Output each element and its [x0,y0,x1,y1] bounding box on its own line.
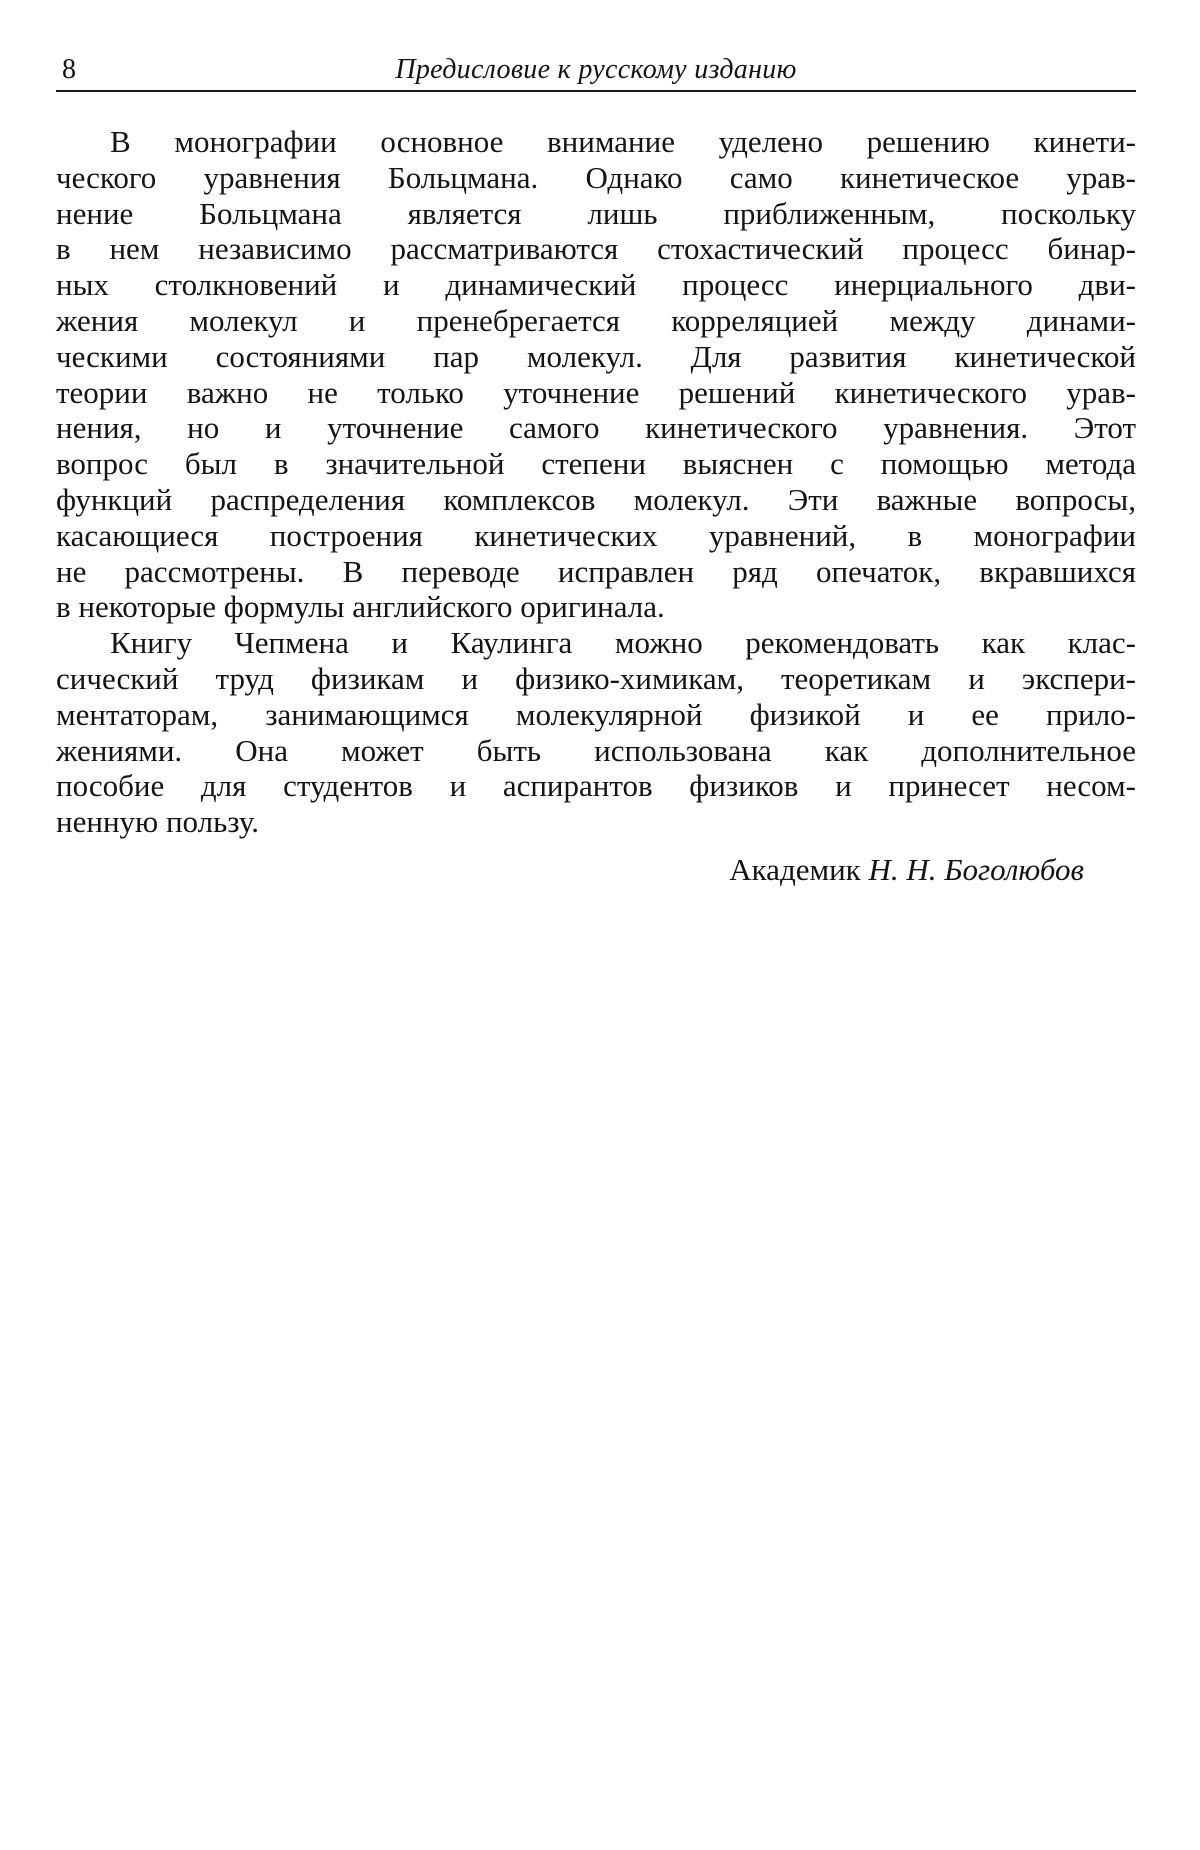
text-line: ческими состояниями пар молекул. Для развития кинетической [56,338,1136,374]
text-line: теории важно не только уточнение решений кинетического урав- [56,374,1136,410]
text-line: в нем независимо рассматриваются стохастический процесс бинар- [56,231,1136,267]
text-line: Книгу Чепмена и Каулинга можно рекомендовать как клас- [110,625,1136,661]
body-text [56,124,1136,840]
paragraph-1 [56,124,1136,625]
text-line: вопрос был в значительной степени выяснен с помощью метода [56,446,1136,482]
text-line: ментаторам, занимающимся молекулярной физикой и ее прило- [56,696,1136,732]
paragraph-2 [56,625,1136,840]
signature [56,852,1084,888]
signature-title: Академик [729,852,861,887]
text-line: ных столкновений и динамический процесс инерциального дви- [56,267,1136,303]
text-line: ческого уравнения Больцмана. Однако само кинетическое урав- [56,159,1136,195]
text-line: В монографии основное внимание уделено решению кинети- [110,124,1136,159]
text-line: сический труд физикам и физико-химикам, теоретикам и экспери- [56,660,1136,696]
text-line: функций распределения комплексов молекул. Эти важные вопросы, [56,481,1136,517]
text-line: касающиеся построения кинетических уравнений, в монографии [56,517,1136,553]
text-line: жения молекул и пренебрегается корреляцией между динами- [56,302,1136,338]
text-line: нение Больцмана является лишь приближенным, поскольку [56,195,1136,231]
text-line: нения, но и уточнение самого кинетического уравнения. Этот [56,410,1136,446]
text-line: пособие для студентов и аспирантов физиков и принесет несом- [56,768,1136,804]
text-line: ненную пользу. [56,804,259,840]
text-line: жениями. Она может быть использована как дополнительное [56,732,1136,768]
signature-name: Н. Н. Боголюбов [868,852,1084,887]
text-line: в некоторые формулы английского оригинала. [56,589,665,625]
text-line: не рассмотрены. В переводе исправлен ряд опечаток, вкравшихся [56,553,1136,589]
running-title: Предисловие к русскому изданию [395,54,797,85]
page-header [56,44,1136,90]
header-rule [56,90,1136,92]
page-number: 8 [62,54,76,85]
